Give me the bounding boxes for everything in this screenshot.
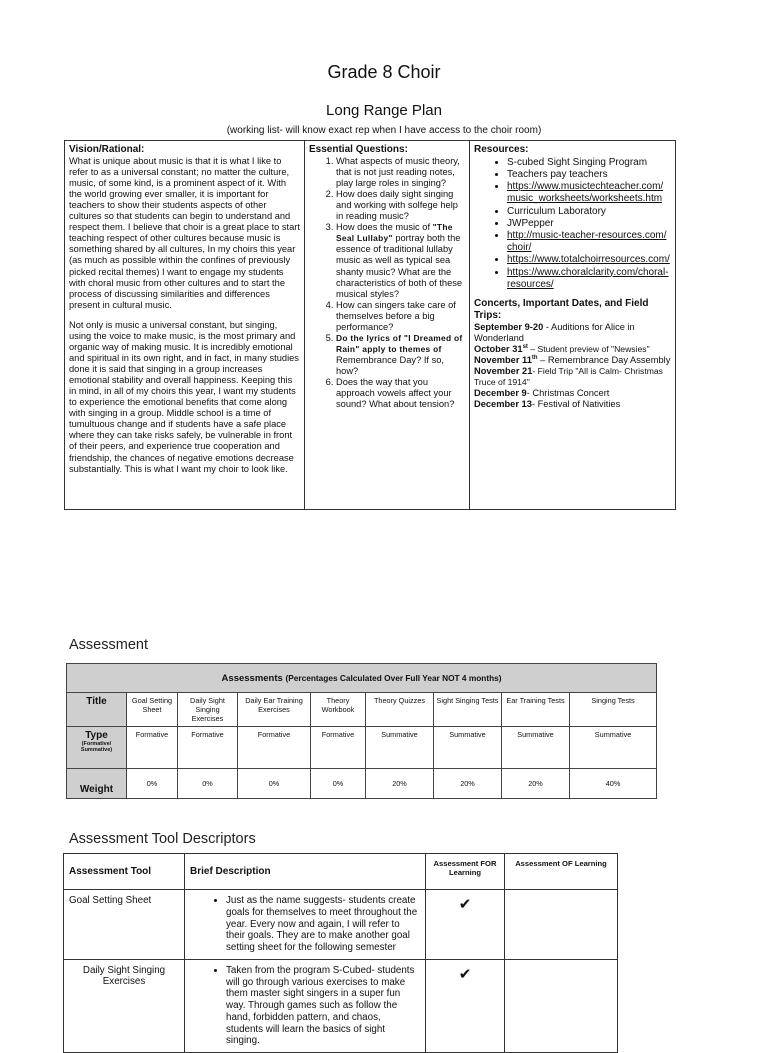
- assessment-type: Formative: [178, 727, 238, 769]
- assessment-weight: 20%: [502, 769, 570, 799]
- event-item: [474, 399, 671, 410]
- page-note: (working list- will know exact rep when I have access to the choir room): [226, 125, 542, 136]
- assessment-weight: 40%: [570, 769, 657, 799]
- assessment-weight: 0%: [238, 769, 311, 799]
- event-date: December 9: [474, 388, 527, 399]
- assessment-type: Summative: [502, 727, 570, 769]
- assessment-title: Goal Setting Sheet: [127, 693, 178, 727]
- assessment-weight: 20%: [434, 769, 502, 799]
- assessment-weight: 0%: [178, 769, 238, 799]
- assessment-weight: 20%: [366, 769, 434, 799]
- question-item: 4. How can singers take care of themselves before a big performance?: [336, 300, 465, 333]
- event-date: September 9-20: [474, 321, 544, 332]
- assessment-title: Theory Quizzes: [366, 693, 434, 727]
- assessment-type: Summative: [570, 727, 657, 769]
- question-item: [336, 333, 465, 377]
- resource-item: • Teachers pay teachers: [507, 169, 671, 181]
- resources-heading: Resources:: [474, 144, 529, 155]
- descriptors-heading: Assessment Tool Descriptors: [69, 831, 256, 847]
- assessment-title: Ear Training Tests: [502, 693, 570, 727]
- event-text: - Field Trip "All is Calm- Christmas Truce of 1914": [474, 366, 663, 388]
- check-icon: ✔: [426, 890, 505, 960]
- question-emphasis: Do the lyrics of "I Dreamed of Rain" apply to themes of: [336, 332, 463, 354]
- resources-cell: [470, 141, 676, 510]
- tool-description: • Just as the name suggests- students create goals for themselves to meet throughout the year. Every now and again, I will refer to their goals. They are to make another goal setting sheet for the following semester: [185, 890, 426, 960]
- page-title: Grade 8 Choir: [327, 62, 441, 82]
- event-item: [474, 344, 671, 355]
- question-text: portray both the essence of traditional lullaby music as well as typical sea shanty music? What are the characteristics of both of these musical styles?: [336, 233, 463, 299]
- assessment-type: Formative: [127, 727, 178, 769]
- assessment-type: Formative: [238, 727, 311, 769]
- title-row-label: Title: [67, 693, 127, 727]
- resource-link[interactable]: • http://music-teacher-resources.com/choir/: [507, 230, 671, 254]
- event-date: November 21: [474, 366, 533, 377]
- event-item: [474, 366, 671, 388]
- assessment-heading: Assessment: [69, 637, 148, 653]
- questions-cell: [305, 141, 470, 510]
- event-item: [474, 322, 671, 344]
- event-text: - Festival of Nativities: [531, 399, 621, 410]
- page-subtitle: Long Range Plan: [326, 102, 442, 119]
- assessment-type: Summative: [366, 727, 434, 769]
- vision-cell: [65, 141, 305, 510]
- col-header-of-learning: Assessment OF Learning: [505, 854, 618, 890]
- resource-link[interactable]: • https://www.totalchoirresources.com/: [507, 254, 671, 266]
- event-item: [474, 388, 671, 399]
- resource-link[interactable]: • https://www.choralclarity.com/choral-resources/: [507, 267, 671, 291]
- question-text: Remembrance Day? If so, how?: [336, 355, 444, 377]
- question-item: 2. How does daily sight singing and working with solfege help in reading music?: [336, 189, 465, 222]
- assessment-table: [66, 663, 657, 799]
- type-row-label: Type (Formative/ Summative): [67, 727, 127, 769]
- question-item: 6. Does the way that you approach vowels affect your sound? What about tension?: [336, 377, 465, 410]
- col-header-for-learning: Assessment FOR Learning: [426, 854, 505, 890]
- concerts-heading: Concerts, Important Dates, and Field Trips:: [474, 297, 649, 321]
- descriptors-table: [63, 853, 618, 1053]
- assessment-type: Summative: [434, 727, 502, 769]
- long-range-plan-table: [64, 140, 676, 510]
- check-icon: ✔: [426, 959, 505, 1052]
- resource-link[interactable]: • https://www.musictechteacher.com/music_worksheets/worksheets.htm: [507, 181, 671, 205]
- assessment-title: Daily Ear Training Exercises: [238, 693, 311, 727]
- resource-item: • JWPepper: [507, 218, 671, 230]
- assessment-title: Theory Workbook: [311, 693, 366, 727]
- event-text: - Auditions for Alice in Wonderland: [474, 321, 635, 343]
- questions-list: [309, 156, 465, 410]
- assessment-type: Formative: [311, 727, 366, 769]
- question-item: [336, 222, 465, 299]
- vision-heading: Vision/Rational:: [69, 144, 145, 155]
- question-item: 1. What aspects of music theory, that is not just reading notes, play large roles in singing?: [336, 156, 465, 189]
- assessment-title: Daily Sight Singing Exercises: [178, 693, 238, 727]
- event-date: November 11th: [474, 355, 538, 366]
- weight-row-label: Weight: [67, 769, 127, 799]
- event-date: October 31st: [474, 343, 528, 354]
- vision-paragraph-2: Not only is music a universal constant, but singing, using the voice to make music, is the most primary and organic way of making music. It is incredibly emotional and spiritual in its own right, and in fact, in many studies done it is said that singing in a group increases emotional stability and overall happiness. Keeping this in mind, in all of my choirs this year, I want my students to experience the emotional benefits that come along with singing in a group. Middle school is a time of tumultuous change and if students have a safe place where they can take risks safely, be vulnerable in front of their peers, and experience true cooperation and friendship, the chances of negative emotions decrease substantially. This is what I want my choir to look like.: [69, 319, 299, 474]
- assessment-banner: Assessments (Percentages Calculated Over Full Year NOT 4 months): [67, 664, 657, 693]
- event-text: - Christmas Concert: [526, 388, 610, 399]
- events-list: [474, 322, 671, 411]
- col-header-tool: Assessment Tool: [64, 854, 185, 890]
- assessment-title: Sight Singing Tests: [434, 693, 502, 727]
- tool-description: • Taken from the program S-Cubed- students will go through various exercises to make them master sight singers in a super fun way. Through games such as follow the hand, forbidden pattern, and chaos, students will learn the basics of sight singing.: [185, 959, 426, 1052]
- questions-heading: Essential Questions:: [309, 144, 408, 155]
- resources-list: [474, 157, 671, 291]
- song-title: "The Seal Lullaby": [336, 222, 453, 244]
- col-header-description: Brief Description: [185, 854, 426, 890]
- event-item: [474, 355, 671, 366]
- resource-item: • S-cubed Sight Singing Program: [507, 157, 671, 169]
- question-text: How does the music of: [336, 222, 433, 233]
- tool-name: Goal Setting Sheet: [64, 890, 185, 960]
- tool-name: Daily Sight Singing Exercises: [64, 959, 185, 1052]
- event-text: – Remembrance Day Assembly: [537, 355, 671, 366]
- assessment-title: Singing Tests: [570, 693, 657, 727]
- resource-item: • Curriculum Laboratory: [507, 206, 671, 218]
- of-learning-cell: [505, 890, 618, 960]
- event-text: – Student preview of "Newsies": [527, 343, 650, 354]
- vision-paragraph-1: What is unique about music is that it is what I like to refer to as a universal constant; no matter the culture, music, of some kind, is a prominent aspect of it. With the world growing ever smaller, it is important for teachers to show their students aspects of other cultures so that students can begin to understand and respect them. I believe that choir is a great place to start teaching respect of other cultures because music is something shared by all cultures, In my choirs this year (as much as possible within the confines of previously picked recital themes) I want to engage my students with choral music from other cultures and to start the process of discussing similarities and differences present in cultural music.: [69, 155, 300, 310]
- assessment-weight: 0%: [127, 769, 178, 799]
- event-date: December 13: [474, 399, 532, 410]
- assessment-weight: 0%: [311, 769, 366, 799]
- of-learning-cell: [505, 959, 618, 1052]
